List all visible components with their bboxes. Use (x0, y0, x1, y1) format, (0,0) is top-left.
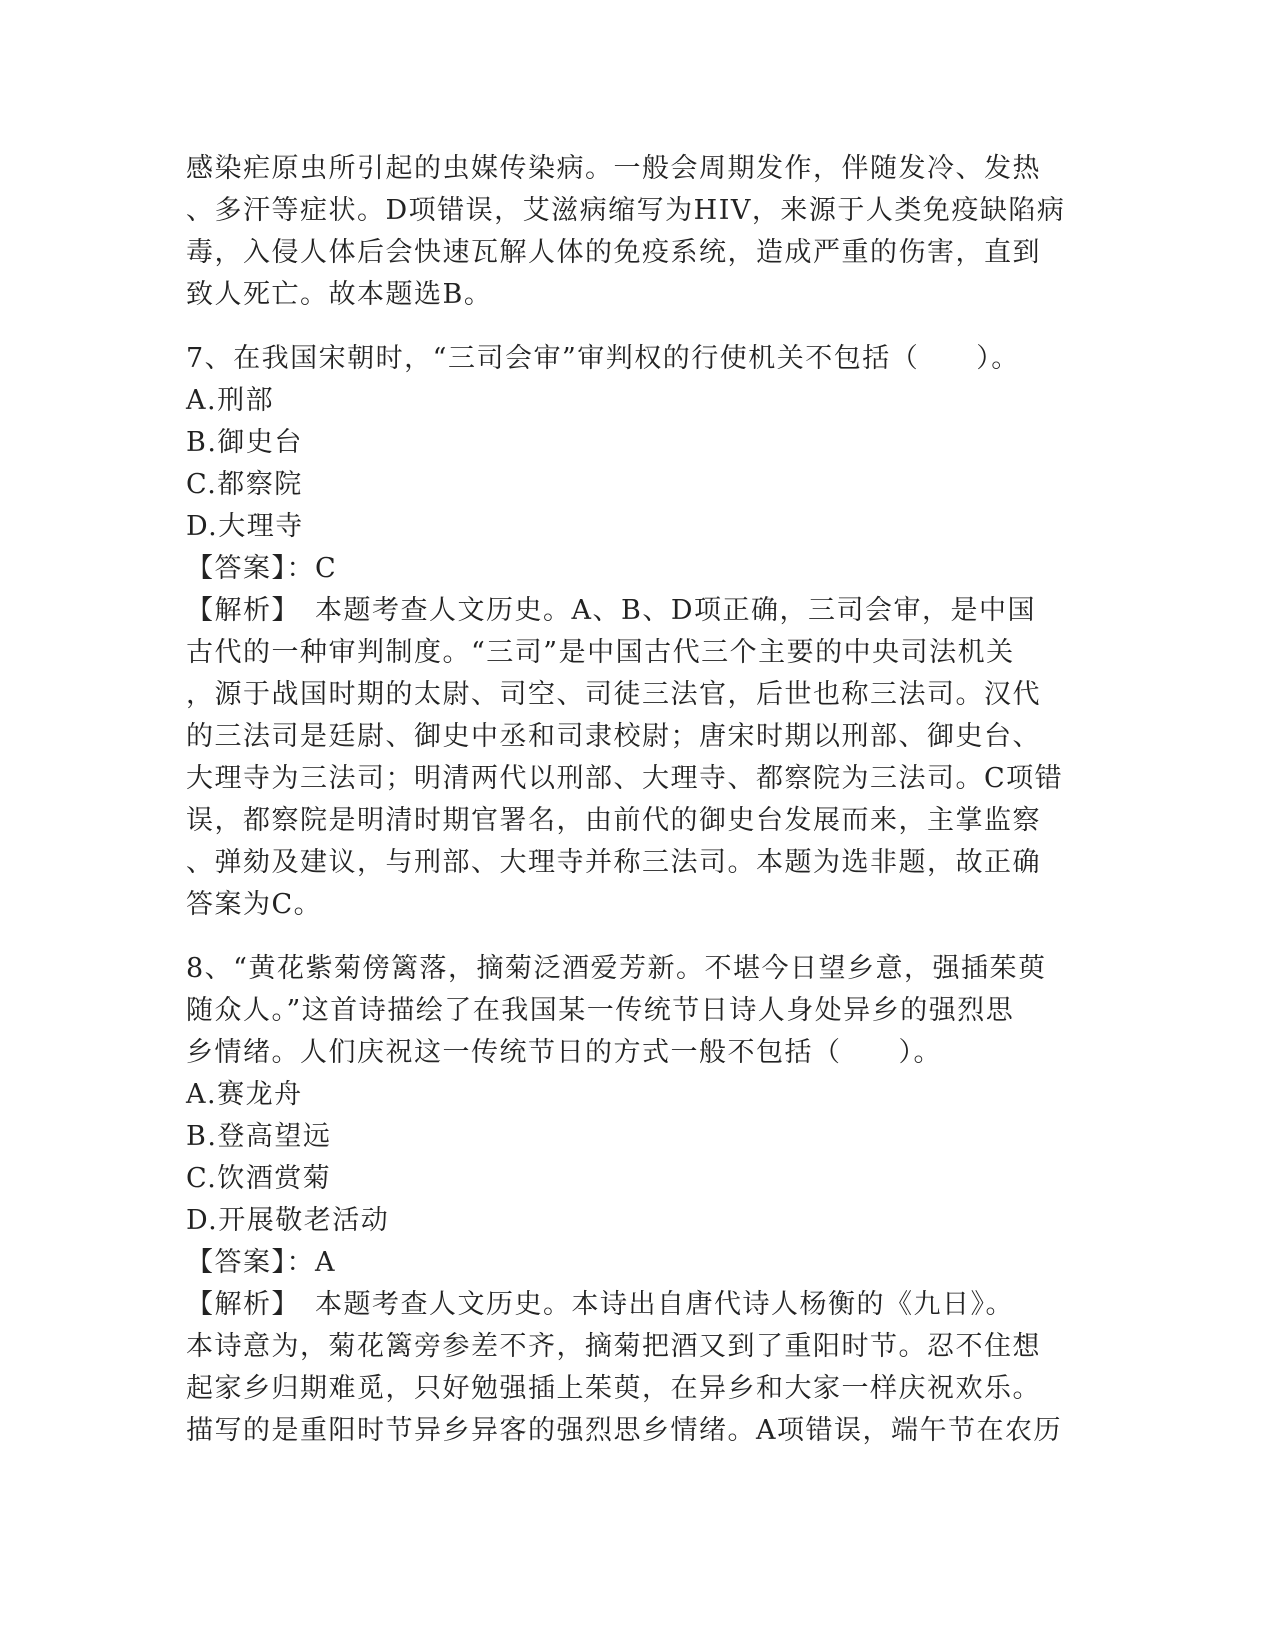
option-d: D.开展敬老活动 (186, 1205, 390, 1236)
option-d: D.大理寺 (186, 511, 304, 542)
explanation-line: 起家乡归期难觅，只好勉强插上茱萸，在异乡和大家一样庆祝欢乐。 (186, 1373, 1041, 1404)
explanation-line: 本诗意为，菊花篱旁参差不齐，摘菊把酒又到了重阳时节。忍不住想 (186, 1331, 1041, 1362)
page-content (186, 148, 1086, 1452)
option-c: C.都察院 (186, 469, 303, 500)
explanation-line: 致人死亡。故本题选B。 (186, 279, 493, 310)
explanation-line: 【解析】 本题考查人文历史。A、B、D项正确，三司会审，是中国 (186, 595, 1036, 626)
option-b: B.登高望远 (186, 1121, 332, 1152)
previous-explanation (186, 148, 1086, 316)
explanation-line: 毒，入侵人体后会快速瓦解人体的免疫系统，造成严重的伤害，直到 (186, 237, 1041, 268)
explanation-line: 答案为C。 (186, 889, 323, 920)
explanation-line: 大理寺为三法司；明清两代以刑部、大理寺、都察院为三法司。C项错 (186, 763, 1064, 794)
spacer (186, 926, 1086, 948)
question-8 (186, 948, 1086, 1452)
question-stem: 7、在我国宋朝时，“三司会审”审判权的行使机关不包括（ ）。 (186, 343, 1020, 374)
option-b: B.御史台 (186, 427, 303, 458)
spacer (186, 316, 1086, 338)
question-stem: 随众人。”这首诗描绘了在我国某一传统节日诗人身处异乡的强烈思 (186, 995, 1015, 1026)
explanation-line: 的三法司是廷尉、御史中丞和司隶校尉；唐宋时期以刑部、御史台、 (186, 721, 1041, 752)
answer: 【答案】：A (186, 1247, 336, 1278)
explanation-line: 感染疟原虫所引起的虫媒传染病。一般会周期发作，伴随发冷、发热 (186, 153, 1041, 184)
option-a: A.刑部 (186, 385, 275, 416)
explanation-line: 、多汗等症状。D项错误，艾滋病缩写为HIV，来源于人类免疫缺陷病 (186, 195, 1066, 226)
question-stem: 8、“黄花紫菊傍篱落，摘菊泛酒爱芳新。不堪今日望乡意，强插茱萸 (186, 953, 1047, 984)
option-c: C.饮酒赏菊 (186, 1163, 332, 1194)
answer: 【答案】：C (186, 553, 338, 584)
question-stem: 乡情绪。人们庆祝这一传统节日的方式一般不包括（ ）。 (186, 1037, 942, 1068)
explanation-line: 古代的一种审判制度。“三司”是中国古代三个主要的中央司法机关 (186, 637, 1015, 668)
explanation-line: 【解析】 本题考查人文历史。本诗出自唐代诗人杨衡的《九日》。 (186, 1289, 1014, 1320)
question-7 (186, 338, 1086, 926)
explanation-line: ，源于战国时期的太尉、司空、司徒三法官，后世也称三法司。汉代 (186, 679, 1041, 710)
explanation-line: 误，都察院是明清时期官署名，由前代的御史台发展而来，主掌监察 (186, 805, 1041, 836)
option-a: A.赛龙舟 (186, 1079, 303, 1110)
explanation-line: 、弹劾及建议，与刑部、大理寺并称三法司。本题为选非题，故正确 (186, 847, 1041, 878)
explanation-line: 描写的是重阳时节异乡异客的强烈思乡情绪。A项错误，端午节在农历 (186, 1415, 1062, 1446)
